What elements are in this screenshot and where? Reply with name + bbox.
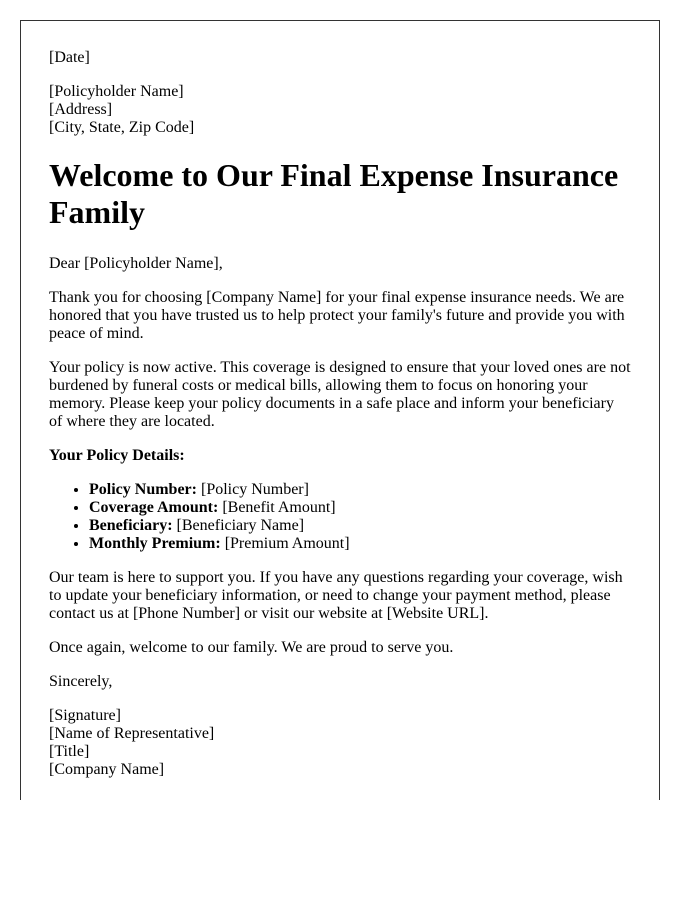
signature: [Signature] (49, 707, 121, 724)
recipient-address: [Address] (49, 101, 113, 118)
date: [Date] (49, 49, 90, 66)
policy-details-heading: Your Policy Details: (49, 447, 185, 464)
coverage-amount-item (89, 499, 631, 517)
intro-paragraph: Thank you for choosing [Company Name] for your final expense insurance needs. We are honored that you have trusted us to help protect your family's future and provide you with peace of mind. (49, 289, 625, 342)
coverage-amount-value: [Benefit Amount] (222, 499, 336, 516)
salutation: Dear [Policyholder Name], (49, 255, 223, 272)
policy-number-value: [Policy Number] (200, 481, 309, 498)
signature-block (49, 707, 631, 779)
recipient-name: [Policyholder Name] (49, 83, 184, 100)
policy-details-list (49, 481, 631, 553)
closing-paragraph: Once again, welcome to our family. We are proud to serve you. (49, 639, 454, 656)
policy-number-item (89, 481, 631, 499)
monthly-premium-label: Monthly Premium: (89, 535, 221, 552)
recipient-city-state-zip: [City, State, Zip Code] (49, 119, 195, 136)
representative-title: [Title] (49, 743, 90, 760)
letter-title: Welcome to Our Final Expense Insurance Family (49, 157, 619, 230)
policy-active-paragraph: Your policy is now active. This coverage is designed to ensure that your loved ones are not burdened by funeral costs or medical bills, allowing them to focus on honoring your memory. Please keep your policy documents in a safe place and inform your beneficiary of where they are located. (49, 359, 631, 430)
company-name: [Company Name] (49, 761, 165, 778)
beneficiary-label: Beneficiary: (89, 517, 173, 534)
coverage-amount-label: Coverage Amount: (89, 499, 219, 516)
beneficiary-value: [Beneficiary Name] (176, 517, 305, 534)
valediction: Sincerely, (49, 673, 113, 690)
monthly-premium-item (89, 535, 631, 553)
policy-number-label: Policy Number: (89, 481, 197, 498)
representative-name: [Name of Representative] (49, 725, 215, 742)
letter-page (20, 20, 660, 800)
monthly-premium-value: [Premium Amount] (224, 535, 350, 552)
recipient-address-block (49, 83, 631, 137)
support-paragraph: Our team is here to support you. If you have any questions regarding your coverage, wish to update your beneficiary information, or need to change your payment method, please contact us at [Phone Number] or visit our website at [Website URL]. (49, 569, 623, 622)
beneficiary-item (89, 517, 631, 535)
